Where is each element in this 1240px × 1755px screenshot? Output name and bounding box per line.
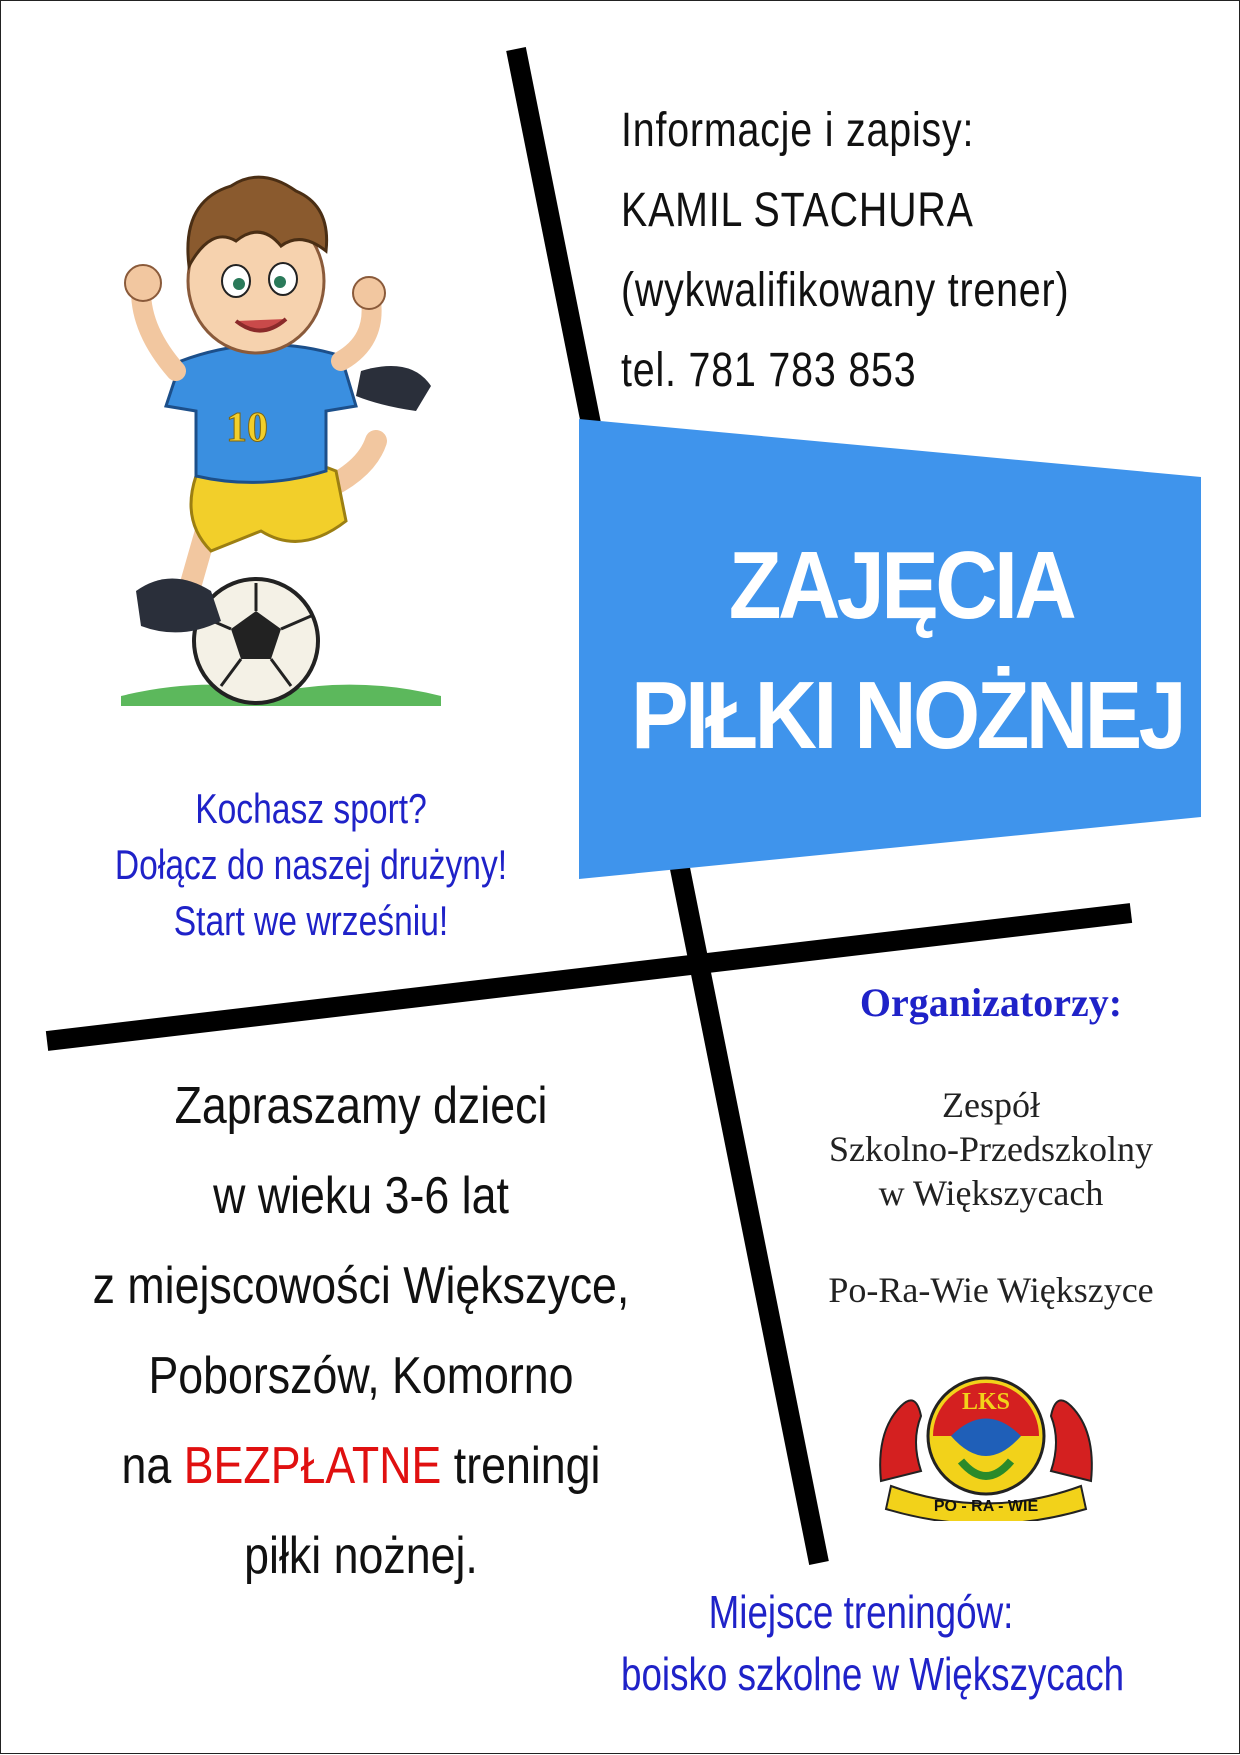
invite-line-4: Poborszów, Komorno [148,1347,574,1405]
invite-line-5-suffix: treningi [453,1437,601,1495]
coach-role: (wykwalifikowany trener) [621,264,1070,317]
phone-number: tel. 781 783 853 [621,344,917,397]
organizers-title: Organizatorzy: [859,980,1123,1025]
headline-line-1: ZAJĘCIA [728,532,1074,639]
school-line-3: w Większycach [878,1173,1104,1213]
training-place-line-2: boisko szkolne w Większycach [621,1648,1125,1700]
school-line-2: Szkolno-Przedszkolny [829,1129,1153,1169]
invite-line-5-prefix: na [121,1437,172,1495]
slogan-line-2: Dołącz do naszej drużyny! [114,841,508,888]
invite-line-1: Zapraszamy dzieci [174,1077,548,1135]
organizer-school [781,1083,1201,1215]
contact-heading: Informacje i zapisy: [621,104,975,157]
logo-top-text: LKS [961,1389,1011,1415]
free-highlight: BEZPŁATNE [183,1437,442,1495]
coach-name: KAMIL STACHURA [621,184,974,237]
headline-line-2: PIŁKI NOŻNEJ [631,662,1184,769]
invitation [41,1061,681,1601]
training-place [561,1581,1161,1705]
contact-info [621,91,1168,411]
invite-line-5 [86,1421,636,1511]
organizer-club: Po-Ra-Wie Większyce [828,1270,1154,1310]
club-logo [871,1361,1101,1521]
invite-line-2: w wieku 3-6 lat [213,1167,509,1225]
invite-line-6: piłki nożnej. [244,1527,478,1585]
logo-ribbon-text: PO - RA - WIE [933,1498,1039,1515]
football-player-illustration [111,171,451,711]
school-line-1: Zespół [942,1085,1040,1125]
shirt-number: 10 [226,405,268,451]
headline [601,521,1201,781]
training-place-line-1: Miejsce treningów: [708,1586,1014,1638]
slogan-line-3: Start we wrześniu! [173,897,449,944]
slogan [61,781,561,949]
invite-line-3: z miejscowości Większyce, [92,1257,630,1315]
slogan-line-1: Kochasz sport? [195,785,427,832]
